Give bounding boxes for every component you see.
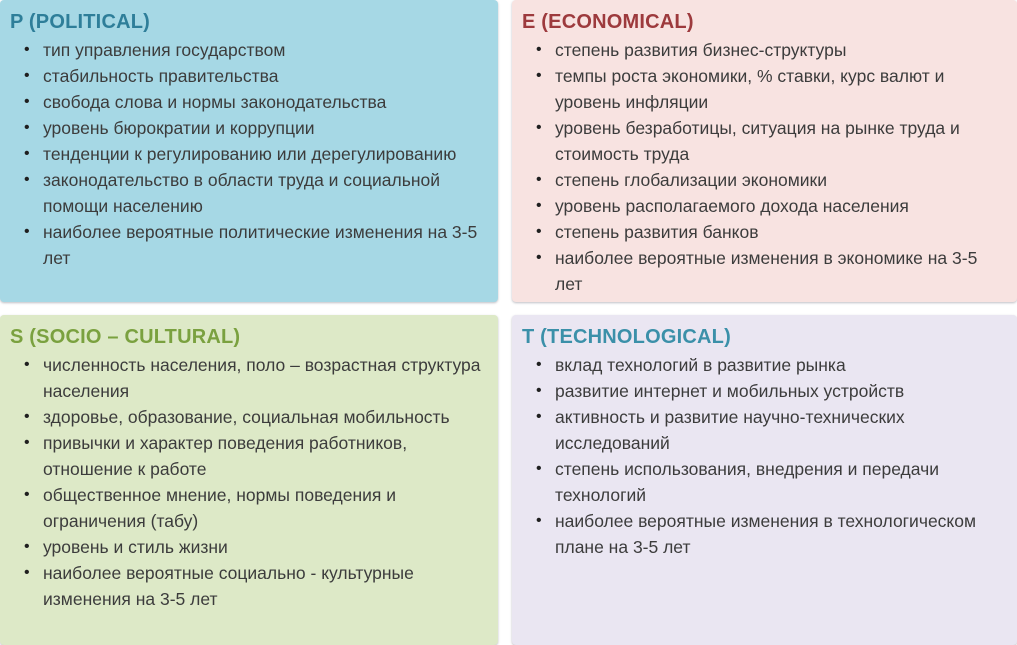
quadrant-technological-list xyxy=(522,352,1009,560)
bullet-item: • вклад технологий в развитие рынка xyxy=(522,352,1009,378)
quadrant-technological-title: T (TECHNOLOGICAL) xyxy=(522,326,731,348)
quadrant-technological xyxy=(512,315,1017,645)
quadrant-socio-cultural-list xyxy=(10,352,490,612)
bullet-item: • численность населения, поло – возрастная структура населения xyxy=(10,352,490,404)
bullet-item: • наиболее вероятные политические изменения на 3-5 лет xyxy=(10,219,490,271)
quadrant-socio-cultural xyxy=(0,315,498,645)
bullet-item: • степень развития бизнес-структуры xyxy=(522,37,1009,63)
bullet-item: • уровень и стиль жизни xyxy=(10,534,490,560)
bullet-item: • законодательство в области труда и социальной помощи населению xyxy=(10,167,490,219)
bullet-item: • степень использования, внедрения и передачи технологий xyxy=(522,456,1009,508)
bullet-item: • тенденции к регулированию или дерегулированию xyxy=(10,141,490,167)
bullet-item: • степень развития банков xyxy=(522,219,1009,245)
bullet-item: • наиболее вероятные социально - культурные изменения на 3-5 лет xyxy=(10,560,490,612)
bullet-item: • тип управления государством xyxy=(10,37,490,63)
bullet-item: • стабильность правительства xyxy=(10,63,490,89)
bullet-item: • уровень безработицы, ситуация на рынке труда и стоимость труда xyxy=(522,115,1009,167)
bullet-item: • наиболее вероятные изменения в экономике на 3-5 лет xyxy=(522,245,1009,297)
quadrant-socio-cultural-title: S (SOCIO – CULTURAL) xyxy=(10,326,241,348)
quadrant-political-list xyxy=(10,37,490,271)
quadrant-political xyxy=(0,0,498,302)
bullet-item: • развитие интернет и мобильных устройств xyxy=(522,378,1009,404)
bullet-item: • здоровье, образование, социальная мобильность xyxy=(10,404,490,430)
quadrant-economical-title: E (ECONOMICAL) xyxy=(522,11,694,33)
bullet-item: • общественное мнение, нормы поведения и ограничения (табу) xyxy=(10,482,490,534)
bullet-item: • уровень бюрократии и коррупции xyxy=(10,115,490,141)
quadrant-political-title: P (POLITICAL) xyxy=(10,11,151,33)
bullet-item: • наиболее вероятные изменения в технологическом плане на 3-5 лет xyxy=(522,508,1009,560)
bullet-item: • свобода слова и нормы законодательства xyxy=(10,89,490,115)
bullet-item: • темпы роста экономики, % ставки, курс валют и уровень инфляции xyxy=(522,63,1009,115)
bullet-item: • степень глобализации экономики xyxy=(522,167,1009,193)
quadrant-economical xyxy=(512,0,1017,302)
bullet-item: • уровень располагаемого дохода населения xyxy=(522,193,1009,219)
bullet-item: • привычки и характер поведения работников, отношение к работе xyxy=(10,430,490,482)
quadrant-economical-list xyxy=(522,37,1009,297)
bullet-item: • активность и развитие научно-технических исследований xyxy=(522,404,1009,456)
